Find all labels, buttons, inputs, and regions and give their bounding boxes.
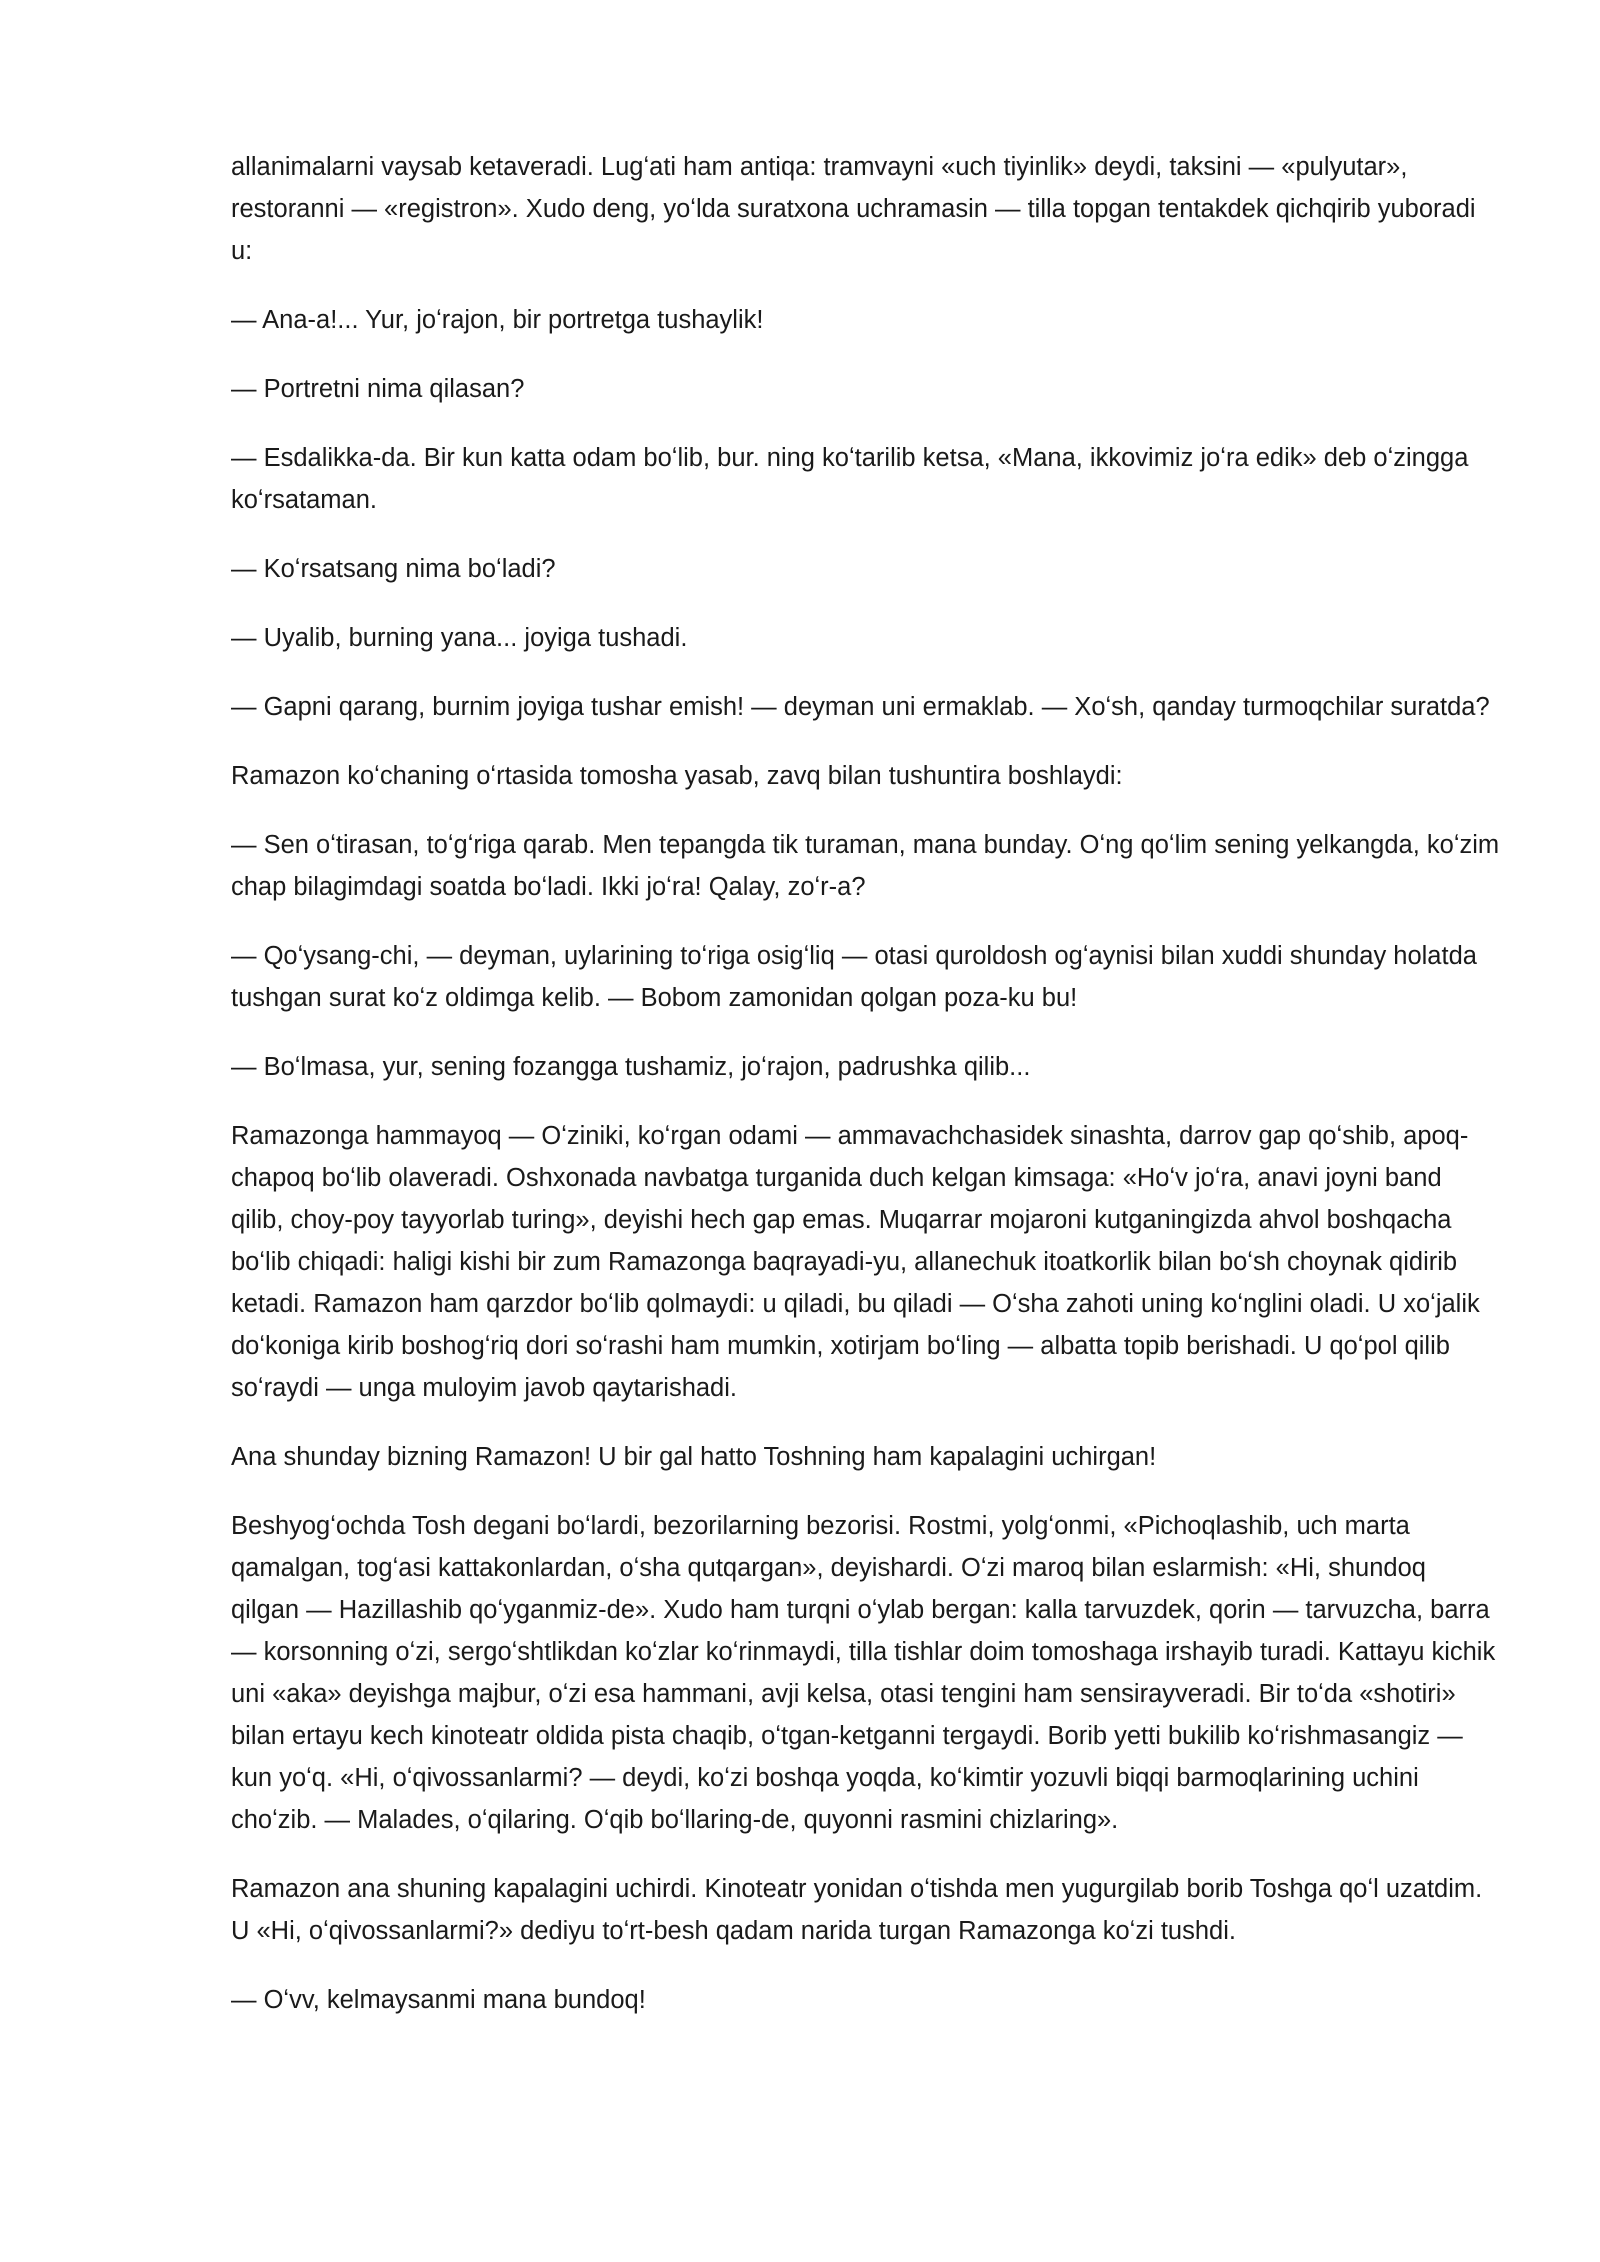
paragraph: — Qoʻysang-chi, — deyman, uylarining toʻriga osigʻliq — otasi quroldosh ogʻaynisi bilan xuddi shunday holatda tushgan surat koʻz oldimga kelib. — Bobom zamonidan qolgan poza-ku bu! [231, 942, 1477, 1012]
paragraph: Ramazonga hammayoq — Oʻziniki, koʻrgan odami — ammavachchasidek sinashta, darrov gap qoʻshib, apoq-chapoq boʻlib olaveradi. Oshxonada navbatga turganida duch kelgan kimsaga: «Hoʻv joʻra, anavi joyni band qilib, choy-poy tayyorlab turing», deyishi hech gap emas. Muqarrar mojaroni kutganingizda ahvol boshqacha boʻlib chiqadi: haligi kishi bir zum Ramazonga baqrayadi-yu, allanechuk itoatkorlik bilan boʻsh choynak qidirib ketadi. Ramazon ham qarzdor boʻlib qolmaydi: u qiladi, bu qiladi — Oʻsha zahoti uning koʻnglini oladi. U xoʻjalik doʻkoniga kirib boshogʻriq dori soʻrashi ham mumkin, xotirjam boʻling — albatta topib berishadi. U qoʻpol qilib soʻraydi — unga muloyim javob qaytarishadi. [231, 1122, 1480, 1402]
document-page [231, 146, 1501, 2048]
paragraph: — Sen oʻtirasan, toʻgʻriga qarab. Men tepangda tik turaman, mana bunday. Oʻng qoʻlim sening yelkangda, koʻzim chap bilagimdagi soatda boʻladi. Ikki joʻra! Qalay, zoʻr-a? [231, 831, 1500, 901]
paragraph: Ana shunday bizning Ramazon! U bir gal hatto Toshning ham kapalagini uchirgan! [231, 1443, 1157, 1471]
paragraph: — Portretni nima qilasan? [231, 375, 525, 403]
paragraph: allanimalarni vaysab ketaveradi. Lugʻati ham antiqa: tramvayni «uch tiyinlik» deydi, taksini — «pulyutar», restoranni — «registron». Xudo deng, yoʻlda suratxona uchramasin — tilla topgan tentakdek qichqirib yuboradi u: [231, 153, 1476, 265]
paragraph: — Gapni qarang, burnim joyiga tushar emish! — deyman uni ermaklab. — Xoʻsh, qanday turmoqchilar suratda? [231, 693, 1490, 721]
paragraph: — Esdalikka-da. Bir kun katta odam boʻlib, bur. ning koʻtarilib ketsa, «Mana, ikkovimiz joʻra edik» deb oʻzingga koʻrsataman. [231, 444, 1469, 514]
paragraph: — Oʻvv, kelmaysanmi mana bundoq! [231, 1986, 646, 2014]
paragraph: — Koʻrsatsang nima boʻladi? [231, 555, 556, 583]
paragraph: — Ana-a!... Yur, joʻrajon, bir portretga tushaylik! [231, 306, 764, 334]
paragraph: Ramazon ana shuning kapalagini uchirdi. Kinoteatr yonidan oʻtishda men yugurgilab borib Toshga qoʻl uzatdim. U «Hi, oʻqivossanlarmi?» dediyu toʻrt-besh qadam narida turgan Ramazonga koʻzi tushdi. [231, 1875, 1483, 1945]
paragraph: — Uyalib, burning yana... joyiga tushadi. [231, 624, 688, 652]
paragraph: — Boʻlmasa, yur, sening fozangga tushamiz, joʻrajon, padrushka qilib... [231, 1053, 1031, 1081]
paragraph: Beshyogʻochda Tosh degani boʻlardi, bezorilarning bezorisi. Rostmi, yolgʻonmi, «Pichoqlashib, uch marta qamalgan, togʻasi kattakonlardan, oʻsha qutqargan», deyishardi. Oʻzi maroq bilan eslarmish: «Hi, shundoq qilgan — Hazillashib qoʻyganmiz-de». Xudo ham turqni oʻylab bergan: kalla tarvuzdek, qorin — tarvuzcha, barra — korsonning oʻzi, sergoʻshtlikdan koʻzlar koʻrinmaydi, tilla tishlar doim tomoshaga irshayib turadi. Kattayu kichik uni «aka» deyishga majbur, oʻzi esa hammani, avji kelsa, otasi tengini ham sensirayveradi. Bir toʻda «shotiri» bilan ertayu kech kinoteatr oldida pista chaqib, oʻtgan-ketganni tergaydi. Borib yetti bukilib koʻrishmasangiz — kun yoʻq. «Hi, oʻqivossanlarmi? — deydi, koʻzi boshqa yoqda, koʻkimtir yozuvli biqqi barmoqlarining uchini choʻzib. — Malades, oʻqilaring. Oʻqib boʻllaring-de, quyonni rasmini chizlaring». [231, 1512, 1496, 1834]
paragraph: Ramazon koʻchaning oʻrtasida tomosha yasab, zavq bilan tushuntira boshlaydi: [231, 762, 1123, 790]
